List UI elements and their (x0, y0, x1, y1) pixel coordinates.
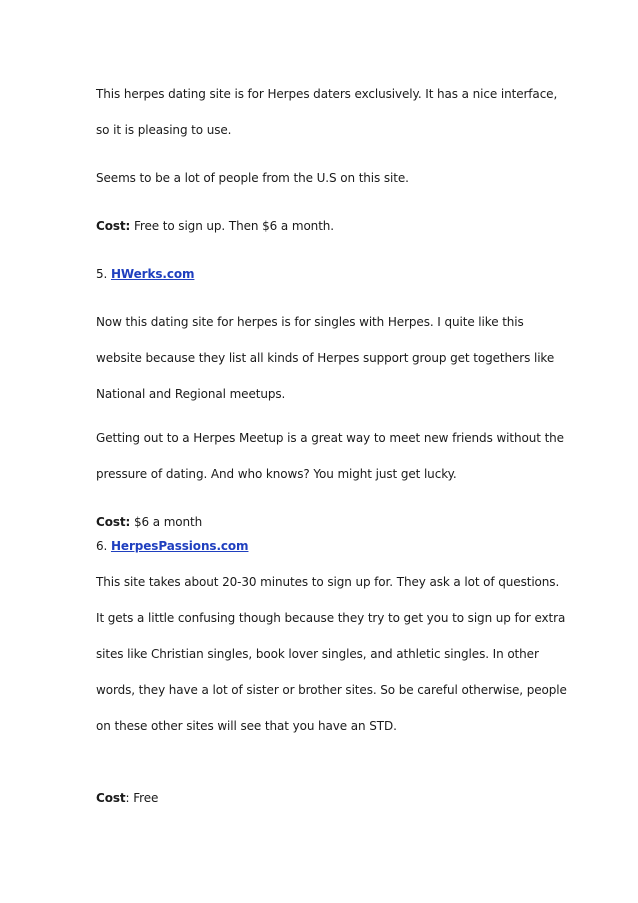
paragraph-line: Getting out to a Herpes Meetup is a great way to meet new friends without the (96, 431, 564, 445)
list-item-heading (96, 266, 194, 282)
cost-value: : Free (125, 791, 159, 805)
paragraph-line: It gets a little confusing though because they try to get you to sign up for extra (96, 611, 566, 625)
item-number: 6. (96, 539, 111, 553)
item-number: 5. (96, 267, 111, 281)
list-item-heading (96, 538, 248, 554)
cost-value: $6 a month (130, 515, 203, 529)
cost-line (96, 514, 202, 530)
hwerks-link[interactable]: HWerks.com (110, 267, 195, 281)
cost-label: Cost (96, 791, 126, 805)
cost-label: Cost: (96, 219, 131, 233)
paragraph-line: This site takes about 20-30 minutes to sign up for. They ask a lot of questions. (96, 575, 560, 589)
paragraph-line: words, they have a lot of sister or brother sites. So be careful otherwise, people (96, 683, 567, 697)
cost-line (96, 790, 158, 806)
paragraph-line: Seems to be a lot of people from the U.S on this site. (96, 171, 409, 185)
cost-line (96, 218, 334, 234)
paragraph-line: sites like Christian singles, book lover singles, and athletic singles. In other (96, 647, 539, 661)
cost-label: Cost: (96, 515, 131, 529)
paragraph-line: pressure of dating. And who knows? You might just get lucky. (96, 467, 457, 481)
paragraph-line: This herpes dating site is for Herpes daters exclusively. It has a nice interface, (96, 87, 558, 101)
paragraph-line: National and Regional meetups. (96, 387, 286, 401)
cost-value: Free to sign up. Then $6 a month. (130, 219, 335, 233)
herpespassions-link[interactable]: HerpesPassions.com (110, 539, 249, 553)
paragraph-line: so it is pleasing to use. (96, 123, 232, 137)
paragraph-line: Now this dating site for herpes is for singles with Herpes. I quite like this (96, 315, 524, 329)
paragraph-line: on these other sites will see that you have an STD. (96, 719, 397, 733)
paragraph-line: website because they list all kinds of Herpes support group get togethers like (96, 351, 555, 365)
